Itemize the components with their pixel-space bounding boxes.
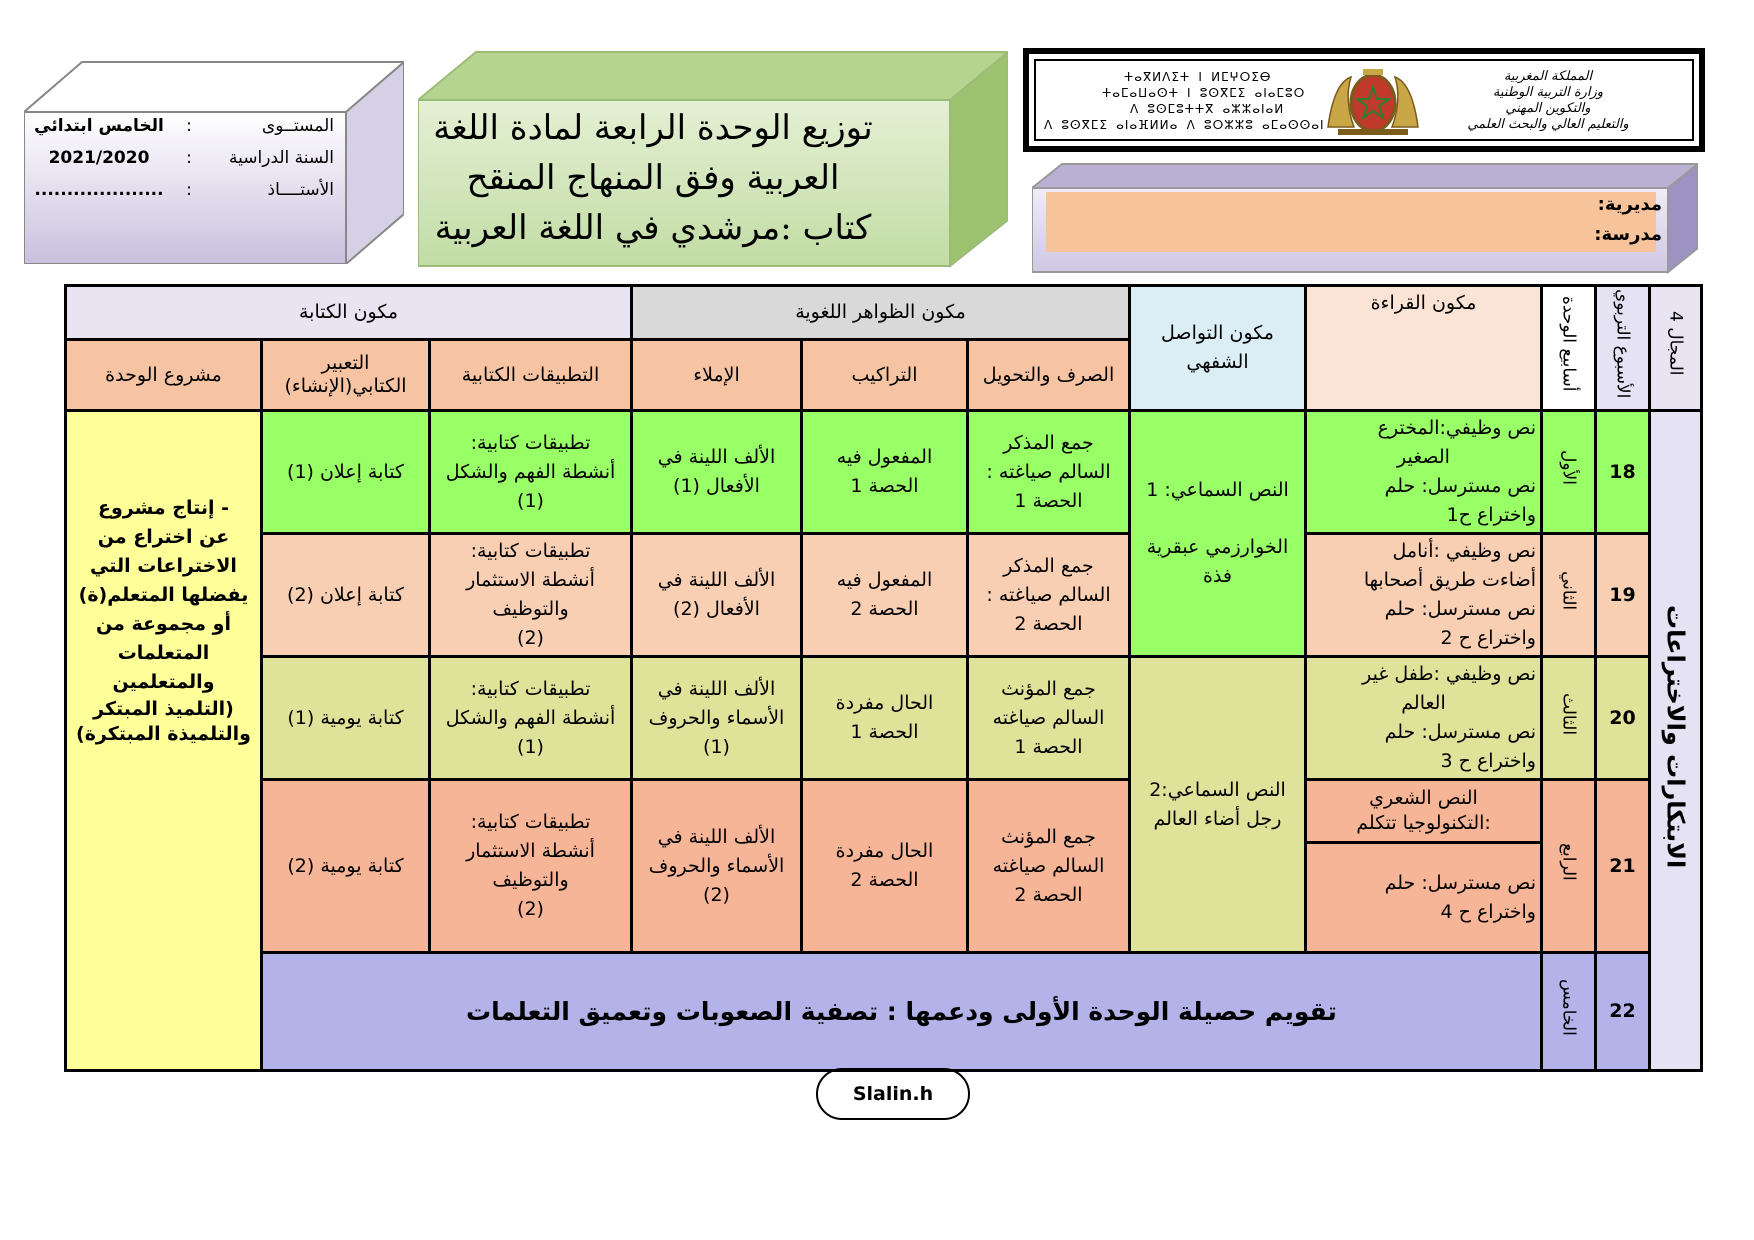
reading-line: نص مسترسل: حلم: [1384, 871, 1536, 894]
project-note: (التلميذ المبتكر: [93, 698, 234, 721]
spelling-header: الإملاء: [632, 340, 802, 411]
oral-cell-2: [1130, 657, 1306, 953]
writing-apps-line: أنشطة الفهم والشكل: [445, 706, 616, 729]
spelling-cell: [632, 657, 802, 780]
oral-cell-1: [1130, 411, 1306, 657]
writing-apps-line: (2): [517, 627, 544, 650]
unit-week-cell: [1542, 411, 1596, 534]
morphology-cell: [968, 411, 1130, 534]
table-row: [66, 780, 1702, 843]
year-value: 2021/2020: [48, 148, 150, 168]
reading-group-header: مكون القراءة: [1306, 286, 1542, 411]
writing-apps-line: (1): [517, 735, 544, 758]
domain-theme: الابتكارات والاختراعات: [1661, 604, 1690, 868]
title-line-3: كتاب :مرشدي في اللغة العربية: [434, 208, 872, 248]
morphology-line: الحصة 1: [1014, 735, 1083, 758]
teacher-value: ....................: [34, 180, 164, 200]
syntax-cell: [802, 411, 968, 534]
ministry-tf-line-1: ⵜⴰⴳⵍⴷⵉⵜ ⵏ ⵍⵎⵖⵔⵉⴱ: [1124, 70, 1272, 84]
syntax-line: الحصة 1: [850, 475, 919, 498]
reading-line: واختراع ح 3: [1440, 750, 1536, 773]
ministry-tf-line-3: ⴷ ⵓⵙⵎⵓⵜⵜⴳ ⴰⵣⵣⴰⵏⴰⵍ: [1130, 102, 1285, 116]
writing-apps-header: التطبيقات الكتابية: [430, 340, 632, 411]
reading-cell: [1306, 534, 1542, 657]
syntax-line: المفعول فيه: [836, 446, 933, 469]
oral-line: رجل أضاء العالم: [1153, 807, 1282, 830]
writing-apps-line: أنشطة الاستثمار: [466, 569, 595, 592]
oral-line: النص السماعي: 1: [1146, 479, 1289, 502]
ministry-arabic: [1428, 69, 1668, 133]
reading-line: العالم: [1401, 692, 1446, 715]
author-badge: Slalin.h: [816, 1068, 970, 1120]
syntax-line: المفعول فيه: [836, 569, 933, 592]
oral-group-header: مكون التواصل الشفهي: [1130, 286, 1306, 411]
project-line: والمتعلمين: [112, 671, 215, 694]
oral-line: فذة: [1202, 565, 1232, 588]
writing-apps-line: تطبيقات كتابية:: [470, 540, 591, 563]
group-header-row: [66, 286, 1702, 340]
level-value: الخامس ابتدائي: [34, 116, 164, 136]
spelling-line: الأسماء والحروف: [648, 706, 785, 729]
table-row: [66, 657, 1702, 780]
week-number: 19: [1596, 534, 1650, 657]
spelling-line: الألف اللينة في: [657, 569, 776, 592]
oral-line: النص السماعي:2: [1149, 778, 1286, 801]
syntax-line: الحال مفردة: [835, 840, 934, 863]
reading-poem-line: النص الشعري: [1369, 787, 1478, 810]
writing-apps-line: تطبيقات كتابية:: [470, 431, 591, 454]
project-line: يفضلها المتعلم(ة): [78, 584, 249, 607]
spelling-line: الألف اللينة في: [657, 677, 776, 700]
year-row: [24, 148, 334, 168]
project-header: مشروع الوحدة: [66, 340, 262, 411]
syntax-line: الحصة 1: [850, 721, 919, 744]
week-number: 18: [1596, 411, 1650, 534]
spelling-cell: [632, 411, 802, 534]
unit-week: الثالث: [1558, 692, 1579, 735]
domain-label: المجال 4: [1665, 311, 1686, 376]
morphology-line: الحصة 2: [1014, 883, 1083, 906]
unit-week-label: أسابيع الوحدة: [1558, 295, 1579, 392]
evaluation-text: تقويم حصيلة الوحدة الأولى ودعمها : تصفية الصعوبات وتعميق التعلمات: [262, 953, 1542, 1071]
unit-week-header: [1542, 286, 1596, 411]
morphology-header: الصرف والتحويل: [968, 340, 1130, 411]
school-week-label: الأسبوع التربوي: [1612, 289, 1633, 399]
title-line-1: توزيع الوحدة الرابعة لمادة اللغة: [433, 108, 873, 148]
ministry-header-inner: [1034, 59, 1694, 141]
unit-week-cell: [1542, 953, 1596, 1071]
info-box: [24, 56, 404, 264]
unit-week: الثاني: [1558, 571, 1579, 611]
morphology-cell: [968, 780, 1130, 953]
composition-cell: كتابة إعلان (2): [262, 534, 430, 657]
project-note: والتلميذة المبتكرة): [76, 723, 251, 746]
reading-line: واختراع ح 4: [1440, 900, 1536, 923]
unit-plan-table: [64, 284, 1703, 1072]
level-row: [24, 116, 334, 136]
spelling-cell: [632, 780, 802, 953]
evaluation-row: [66, 953, 1702, 1071]
teacher-row: [24, 180, 334, 200]
morphology-line: السالم صياغته: [992, 854, 1105, 877]
writing-apps-line: والتوظيف: [492, 869, 569, 892]
writing-apps-cell: [430, 780, 632, 953]
project-line: الاختراعات التي: [90, 555, 237, 578]
reading-cell: [1306, 411, 1542, 534]
morphology-line: السالم صياغته: [992, 706, 1105, 729]
morphology-line: جمع المذكر: [1003, 431, 1094, 454]
morphology-cell: [968, 534, 1130, 657]
reading-line: نص مسترسل: حلم: [1384, 721, 1536, 744]
syntax-line: الحال مفردة: [835, 692, 934, 715]
morphology-line: الحصة 2: [1014, 612, 1083, 635]
morphology-line: جمع المذكر: [1003, 554, 1094, 577]
week-number: 20: [1596, 657, 1650, 780]
project-line: عن اختراع من: [97, 526, 230, 549]
level-label: المستــوى: [261, 116, 334, 136]
year-label: السنة الدراسية: [229, 148, 334, 168]
writing-apps-line: أنشطة الاستثمار: [466, 840, 595, 863]
spelling-line: الأسماء والحروف: [648, 854, 785, 877]
project-line: - إنتاج مشروع: [97, 497, 230, 520]
oral-line: الخوارزمي عبقرية: [1146, 536, 1289, 559]
domain-header: [1650, 286, 1702, 411]
school-week-header: [1596, 286, 1650, 411]
reading-line: نص مسترسل: حلم: [1384, 475, 1536, 498]
ministry-ar-line-3: والتكوين المهني: [1505, 101, 1591, 116]
reading-line: واختراع ح 2: [1440, 627, 1536, 650]
week-number: 21: [1596, 780, 1650, 953]
reading-line: واختراع ح1: [1446, 504, 1536, 527]
composition-cell: كتابة يومية (1): [262, 657, 430, 780]
writing-apps-cell: [430, 657, 632, 780]
writing-apps-cell: [430, 534, 632, 657]
morphology-line: السالم صياغته :: [986, 460, 1111, 483]
writing-apps-line: (1): [517, 489, 544, 512]
teacher-colon: :: [186, 180, 192, 200]
reading-line: نص وظيفي :أنامل: [1392, 540, 1536, 563]
reading-cell: [1306, 657, 1542, 780]
ministry-tf-line-2: ⵜⴰⵎⴰⵡⴰⵙⵜ ⵏ ⵓⵙⴳⵎⵉ ⴰⵏⴰⵎⵓⵔ: [1102, 86, 1306, 100]
syntax-cell: [802, 657, 968, 780]
writing-group-header: مكون الكتابة: [66, 286, 632, 340]
school-box: [1032, 162, 1698, 274]
spelling-line: الألف اللينة في: [657, 825, 776, 848]
writing-apps-line: (2): [517, 898, 544, 921]
syntax-line: الحصة 2: [850, 869, 919, 892]
unit-week: الرابع: [1558, 842, 1579, 881]
coat-of-arms-icon: [1318, 67, 1428, 139]
unit-week: الخامس: [1558, 978, 1579, 1036]
directorate-label: مديرية:: [1597, 194, 1662, 215]
unit-week-cell: [1542, 780, 1596, 953]
year-colon: :: [186, 148, 192, 168]
linguistic-group-header: مكون الظواهر اللغوية: [632, 286, 1130, 340]
project-line: أو مجموعة من: [95, 613, 232, 636]
title-line-2: العربية وفق المنهاج المنقح: [466, 158, 840, 198]
writing-apps-line: أنشطة الفهم والشكل: [445, 460, 616, 483]
ministry-ar-line-4: والتعليم العالي والبحث العلمي: [1467, 117, 1629, 132]
syntax-cell: [802, 534, 968, 657]
reading-poem-cell: [1306, 780, 1542, 843]
ministry-tf-line-4: ⴷ ⵓⵙⴳⵎⵉ ⴰⵏⴰⴼⵍⵍⴰ ⴷ ⵓⵔⵣⵣⵓ ⴰⵎⴰⵙⵙⴰⵏ: [1044, 118, 1325, 132]
writing-apps-cell: [430, 411, 632, 534]
reading-poem-line: :التكنولوجيا تتكلم: [1356, 812, 1491, 835]
spelling-line: الأفعال (1): [673, 475, 760, 498]
composition-cell: كتابة يومية (2): [262, 780, 430, 953]
week-number: 22: [1596, 953, 1650, 1071]
spelling-cell: [632, 534, 802, 657]
writing-apps-line: والتوظيف: [492, 598, 569, 621]
reading-line: نص وظيفي :طفل غير: [1362, 663, 1536, 686]
writing-apps-line: تطبيقات كتابية:: [470, 677, 591, 700]
reading-line: الصغير: [1397, 446, 1450, 469]
unit-week-cell: [1542, 657, 1596, 780]
reading-line: نص وظيفي:المخترع: [1377, 417, 1536, 440]
morphology-line: جمع المؤنث: [1001, 825, 1096, 848]
teacher-label: الأستــــاذ: [267, 180, 334, 200]
title-box: [418, 50, 1008, 268]
level-colon: :: [186, 116, 192, 136]
spelling-line: (2): [703, 883, 730, 906]
school-label: مدرسة:: [1594, 224, 1662, 245]
domain-theme-cell: [1650, 411, 1702, 1071]
ministry-header: [1023, 48, 1705, 152]
ministry-ar-line-1: المملكة المغربية: [1503, 69, 1593, 84]
unit-week-cell: [1542, 534, 1596, 657]
composition-header: التعبير الكتابي(الإنشاء): [262, 340, 430, 411]
morphology-cell: [968, 657, 1130, 780]
project-cell: [66, 411, 262, 1071]
unit-week: الأول: [1558, 450, 1579, 486]
spelling-line: (1): [703, 735, 730, 758]
reading-line: نص مسترسل: حلم: [1384, 598, 1536, 621]
spelling-line: الأفعال (2): [673, 598, 760, 621]
composition-cell: كتابة إعلان (1): [262, 411, 430, 534]
morphology-line: السالم صياغته :: [986, 583, 1111, 606]
morphology-line: جمع المؤنث: [1001, 677, 1096, 700]
writing-apps-line: تطبيقات كتابية:: [470, 811, 591, 834]
spelling-line: الألف اللينة في: [657, 446, 776, 469]
syntax-line: الحصة 2: [850, 598, 919, 621]
reading-cell: [1306, 843, 1542, 953]
project-line: المتعلمات: [117, 642, 210, 665]
reading-line: أضاءت طريق أصحابها: [1363, 569, 1536, 592]
syntax-cell: [802, 780, 968, 953]
morphology-line: الحصة 1: [1014, 489, 1083, 512]
syntax-header: التراكيب: [802, 340, 968, 411]
school-box-shape: [1032, 162, 1698, 274]
table-row: [66, 411, 1702, 534]
ministry-ar-line-2: وزارة التربية الوطنية: [1492, 85, 1604, 100]
table-row: [66, 534, 1702, 657]
